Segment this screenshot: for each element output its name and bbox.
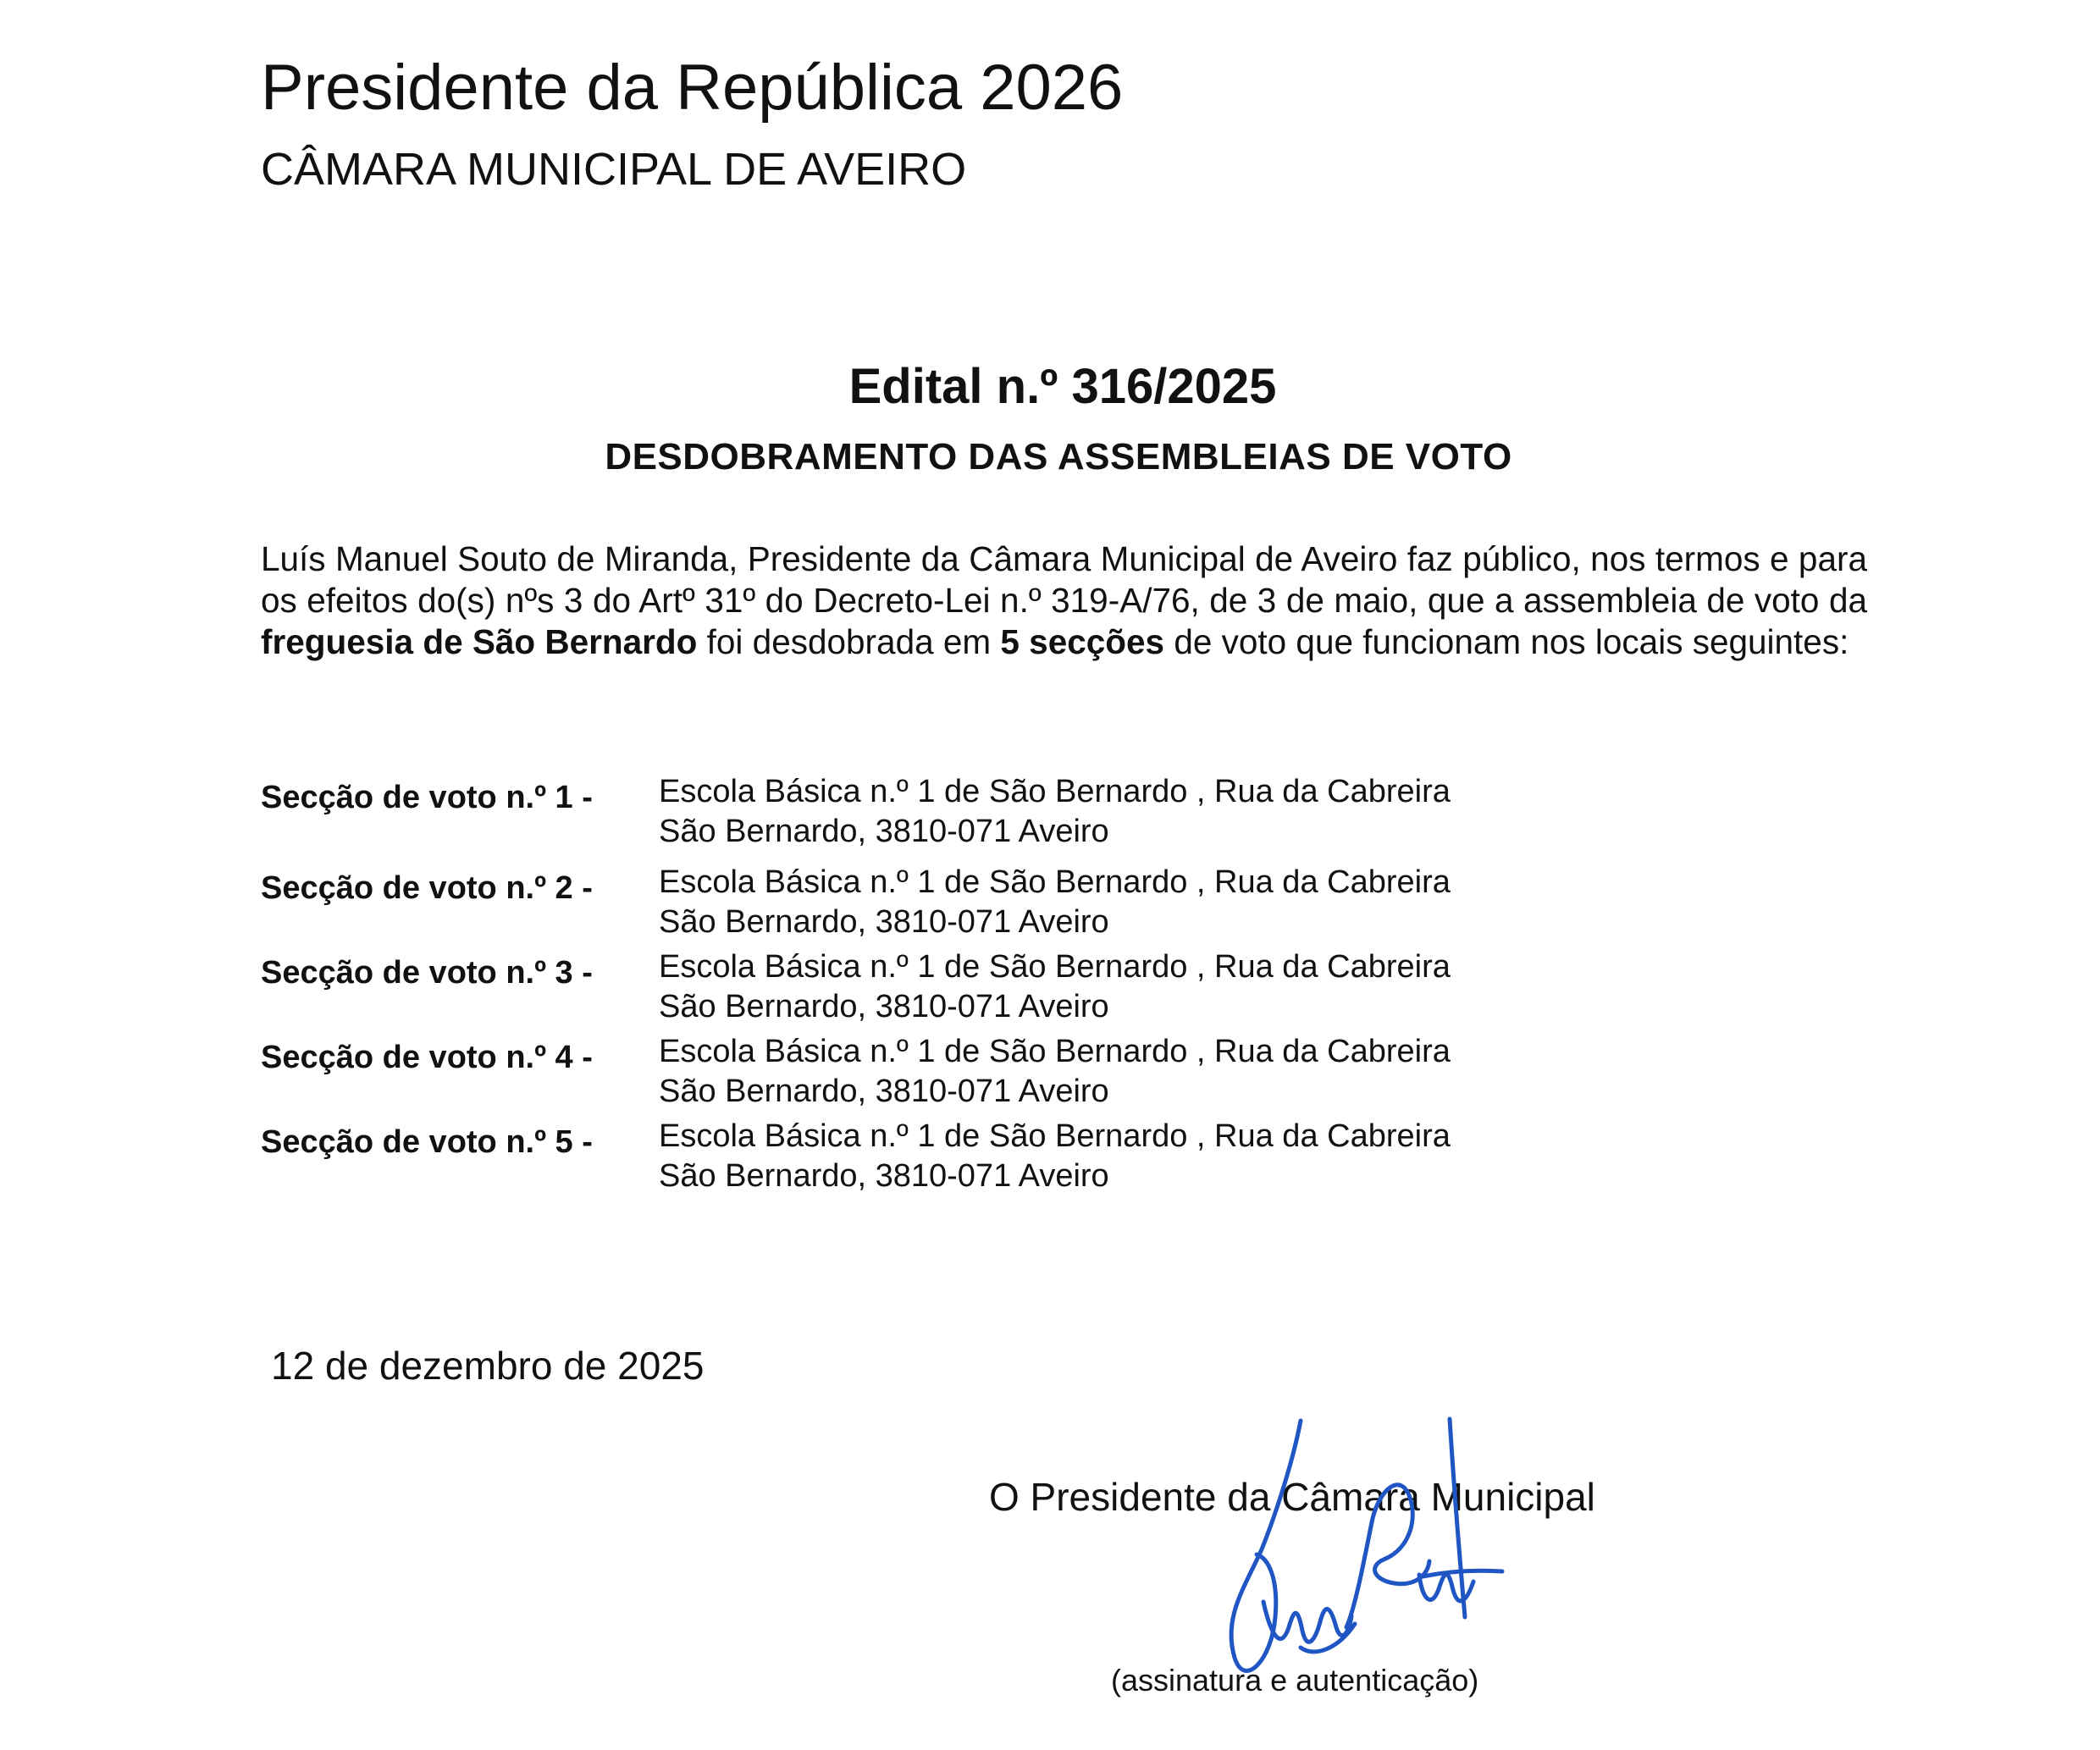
section-address-line1: Escola Básica n.º 1 de São Bernardo , Rua da Cabreira bbox=[659, 949, 1451, 985]
signature-stroke bbox=[1346, 1485, 1429, 1627]
signature-stroke bbox=[1231, 1421, 1301, 1670]
section-address bbox=[659, 1032, 1451, 1117]
edital-title: Edital n.º 316/2025 bbox=[848, 359, 1277, 414]
section-label: Secção de voto n.º 1 - bbox=[261, 780, 593, 815]
section-address-line1: Escola Básica n.º 1 de São Bernardo , Rua da Cabreira bbox=[659, 864, 1451, 900]
section-row bbox=[261, 772, 1870, 863]
section-row bbox=[261, 1032, 1870, 1117]
section-label: Secção de voto n.º 5 - bbox=[261, 1124, 593, 1160]
section-address bbox=[659, 772, 1451, 863]
section-label: Secção de voto n.º 4 - bbox=[261, 1040, 593, 1075]
intro-text-2: foi desdobrada em bbox=[697, 622, 1001, 661]
section-address-line1: Escola Básica n.º 1 de São Bernardo , Rua da Cabreira bbox=[659, 1034, 1451, 1069]
section-row bbox=[261, 863, 1870, 947]
section-address-line1: Escola Básica n.º 1 de São Bernardo , Rua da Cabreira bbox=[659, 1118, 1451, 1154]
signature-note: (assinatura e autenticação) bbox=[1111, 1663, 1479, 1698]
election-title: Presidente da República 2026 bbox=[261, 52, 1124, 124]
intro-paragraph bbox=[261, 538, 1867, 663]
section-address bbox=[659, 863, 1451, 947]
section-row bbox=[261, 1117, 1870, 1201]
intro-section-count: 5 secções bbox=[1000, 622, 1165, 661]
intro-text-1: Luís Manuel Souto de Miranda, Presidente da Câmara Municipal de Aveiro faz público, nos termos e para os efeitos do(s) nºs 3 do Artº 31º do Decreto-Lei n.º 319-A/76, de 3 de maio, que a assembleia de voto da bbox=[261, 539, 1867, 620]
section-address bbox=[659, 947, 1451, 1032]
section-row bbox=[261, 947, 1870, 1032]
section-address bbox=[659, 1117, 1451, 1201]
section-address-line2: São Bernardo, 3810-071 Aveiro bbox=[659, 814, 1109, 849]
section-address-line2: São Bernardo, 3810-071 Aveiro bbox=[659, 904, 1109, 940]
handwritten-signature bbox=[1219, 1405, 1507, 1693]
municipality-name: CÂMARA MUNICIPAL DE AVEIRO bbox=[261, 144, 967, 195]
section-address-line1: Escola Básica n.º 1 de São Bernardo , Rua da Cabreira bbox=[659, 774, 1451, 809]
intro-parish: freguesia de São Bernardo bbox=[261, 622, 698, 661]
intro-text-3: de voto que funcionam nos locais seguintes: bbox=[1164, 622, 1849, 661]
edital-subtitle: DESDOBRAMENTO DAS ASSEMBLEIAS DE VOTO bbox=[605, 436, 1512, 478]
document-date: 12 de dezembro de 2025 bbox=[271, 1344, 705, 1388]
section-label: Secção de voto n.º 3 - bbox=[261, 955, 593, 991]
section-address-line2: São Bernardo, 3810-071 Aveiro bbox=[659, 1158, 1109, 1194]
section-label: Secção de voto n.º 2 - bbox=[261, 870, 593, 906]
signatory-title: O Presidente da Câmara Municipal bbox=[989, 1475, 1595, 1519]
section-address-line2: São Bernardo, 3810-071 Aveiro bbox=[659, 989, 1109, 1024]
section-address-line2: São Bernardo, 3810-071 Aveiro bbox=[659, 1074, 1109, 1109]
sections-list bbox=[261, 772, 1870, 1201]
